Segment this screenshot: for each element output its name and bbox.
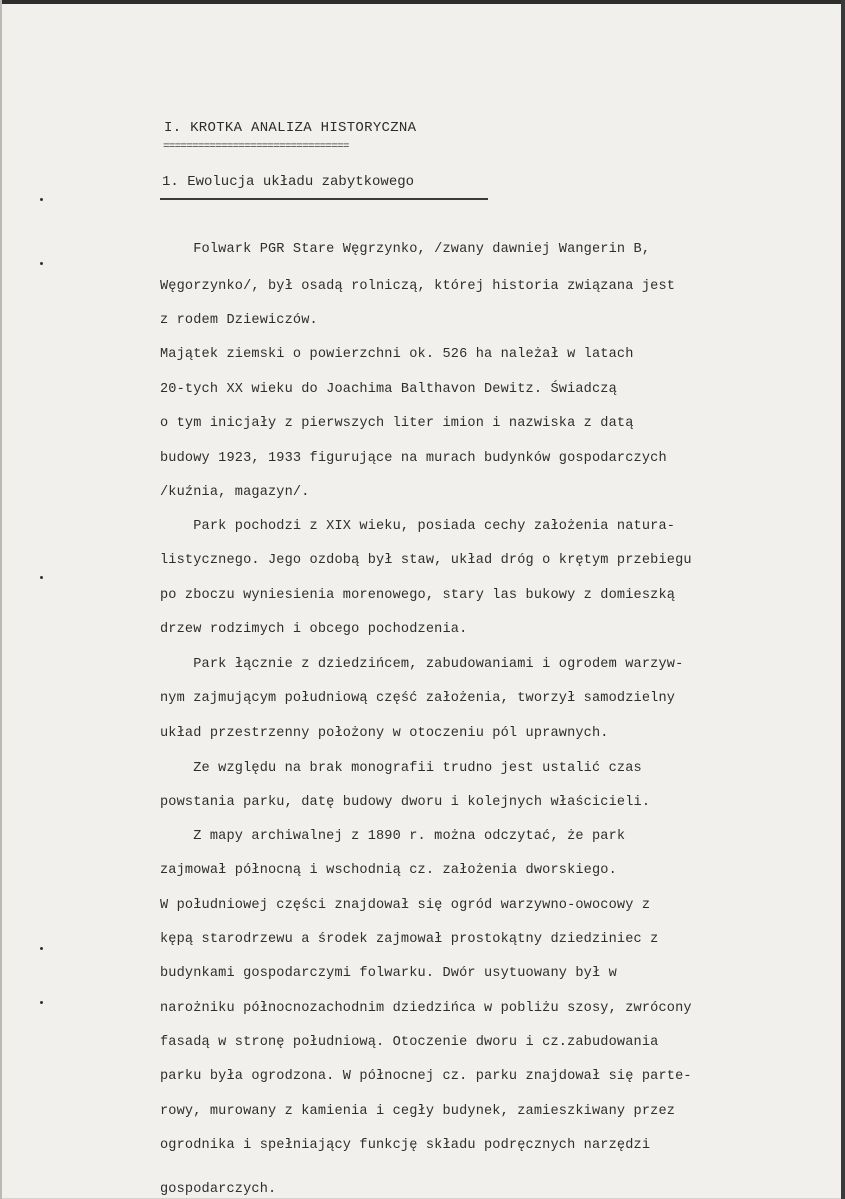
section-heading: I. KROTKA ANALIZA HISTORYCZNA — [164, 120, 417, 136]
subsection-heading: 1. Ewolucja układu zabytkowego — [162, 174, 415, 190]
text-line: /kuźnia, magazyn/. — [160, 485, 310, 500]
text-line: gospodarczych. — [160, 1182, 277, 1197]
margin-mark — [40, 576, 43, 579]
text-line: Z mapy archiwalnej z 1890 r. można odczytać, że park — [160, 829, 626, 844]
page-frame-left — [0, 0, 2, 1199]
margin-mark — [40, 198, 43, 201]
text-line: budowy 1923, 1933 figurujące na murach budynków gospodarczych — [160, 451, 667, 466]
text-line: powstania parku, datę budowy dworu i kolejnych właścicieli. — [160, 795, 651, 810]
text-line: parku była ogrodzona. W północnej cz. parku znajdował się parte- — [160, 1069, 692, 1084]
text-line: po zboczu wyniesienia morenowego, stary las bukowy z domieszką — [160, 588, 676, 603]
margin-mark — [40, 262, 43, 265]
text-line: układ przestrzenny położony w otoczeniu pól uprawnych. — [160, 726, 609, 741]
text-line: z rodem Dziewiczów. — [160, 313, 318, 328]
text-line: kępą starodrzewu a środek zajmował prostokątny dziedziniec z — [160, 932, 659, 947]
margin-mark — [40, 1001, 43, 1004]
text-line: o tym inicjały z pierwszych liter imion i nazwiska z datą — [160, 416, 634, 431]
page-frame-top — [0, 0, 845, 4]
text-line: zajmował północną i wschodnią cz. założenia dworskiego. — [160, 863, 617, 878]
page-frame-right — [841, 0, 845, 1199]
text-line: Majątek ziemski o powierzchni ok. 526 ha należał w latach — [160, 347, 634, 362]
text-line: listycznego. Jego ozdobą był staw, układ dróg o krętym przebiegu — [160, 553, 692, 568]
text-line: budynkami gospodarczymi folwarku. Dwór usytuowany był w — [160, 966, 617, 981]
section-heading-rule: ================================ — [163, 141, 349, 153]
subsection-heading-underline — [160, 198, 488, 200]
text-line: 20-tych XX wieku do Joachima Balthavon Dewitz. Świadczą — [160, 382, 617, 397]
text-line: Ze względu na brak monografii trudno jest ustalić czas — [160, 761, 642, 776]
text-line: W południowej części znajdował się ogród warzywno-owocowy z — [160, 898, 651, 913]
text-line: nym zajmującym południową część założenia, tworzył samodzielny — [160, 691, 676, 706]
margin-mark — [40, 947, 43, 950]
text-line: ogrodnika i spełniający funkcję składu podręcznych narzędzi — [160, 1138, 651, 1153]
text-line: narożniku północnozachodnim dziedzińca w pobliżu szosy, zwrócony — [160, 1001, 692, 1016]
text-line: Folwark PGR Stare Węgrzynko, /zwany dawniej Wangerin B, — [160, 242, 651, 257]
text-line: drzew rodzimych i obcego pochodzenia. — [160, 622, 468, 637]
text-line: Park pochodzi z XIX wieku, posiada cechy założenia natura- — [160, 519, 676, 534]
text-line: fasadą w stronę południową. Otoczenie dworu i cz.zabudowania — [160, 1035, 659, 1050]
text-line: Park łącznie z dziedzińcem, zabudowaniami i ogrodem warzyw- — [160, 657, 684, 672]
text-line: Węgorzynko/, był osadą rolniczą, której historia związana jest — [160, 279, 676, 294]
text-line: rowy, murowany z kamienia i cegły budynek, zamieszkiwany przez — [160, 1104, 676, 1119]
